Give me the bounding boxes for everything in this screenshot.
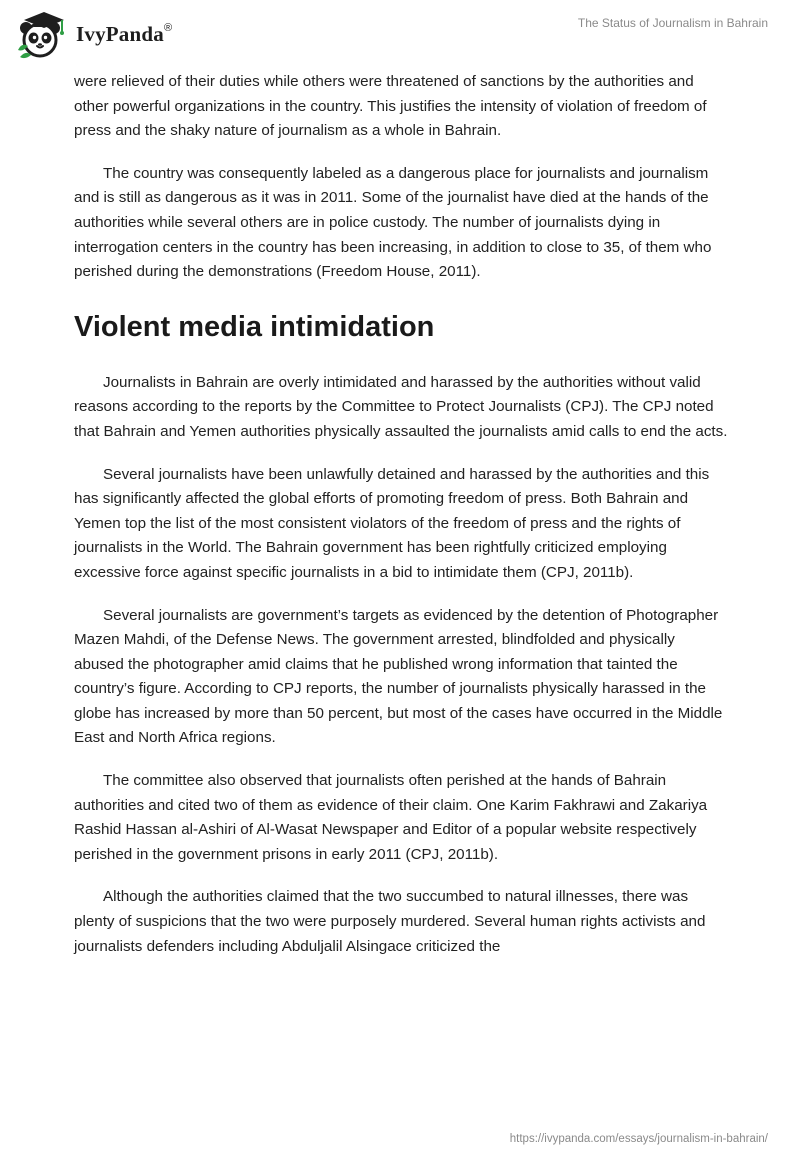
paragraph: Several journalists have been unlawfully detained and harassed by the authorities and this has significantly affected the global efforts of promoting freedom of press. Both Bahrain and Yemen top the list of the most consistent violators of the freedom of press and the rights of journalists in the World. The Bahrain government has been rightfully criticized employing excessive force against specific journalists in a bid to intimidate them (CPJ, 2011b). <box>74 465 710 581</box>
page-header <box>0 0 800 70</box>
paragraph: The committee also observed that journalists often perished at the hands of Bahrain authorities and cited two of them as evidence of their claim. One Karim Fakhrawi and Zakariya Rashid Hassan al-Ashiri of Al-Wasat Newspaper and Editor of a popular website respectively perished in the government prisons in early 2011 (CPJ, 2011b). <box>74 772 708 863</box>
paragraph: Several journalists are government’s targets as evidenced by the detention of Photographer Mazen Mahdi, of the Defense News. The government arrested, blindfolded and physically abused the photographer amid claims that he published wrong information that tainted the country’s figure. According to CPJ reports, the number of journalists physically harassed in the globe has increased by more than 50 percent, but most of the cases have occurred in the Middle East and North Africa regions. <box>74 606 723 747</box>
paragraph: Although the authorities claimed that the two succumbed to natural illnesses, there was plenty of suspicions that the two were purposely murdered. Several human rights activists and journalists defenders including Abduljalil Alsingace criticized the <box>74 888 706 955</box>
panda-graduation-cap-icon <box>14 8 70 60</box>
source-url[interactable]: https://ivypanda.com/essays/journalism-in-bahrain/ <box>509 1133 768 1145</box>
document-title: The Status of Journalism in Bahrain <box>577 16 768 30</box>
section-heading: Violent media intimidation <box>74 310 435 343</box>
paragraph: were relieved of their duties while others were threatened of sanctions by the authorities and other powerful organizations in the country. This justifies the intensity of violation of freedom of press and the shaky nature of journalism as a whole in Bahrain. <box>74 73 707 140</box>
essay-body <box>74 70 728 977</box>
paragraph: Journalists in Bahrain are overly intimidated and harassed by the authorities without valid reasons according to the reports by the Committee to Protect Journalists (CPJ). The CPJ noted that Bahrain and Yemen authorities physically assaulted the journalists amid calls to end the acts. <box>74 373 728 440</box>
brand-name: IvyPanda® <box>76 21 173 46</box>
paragraph: The country was consequently labeled as a dangerous place for journalists and journalism and is still as dangerous as it was in 2011. Some of the journalist have died at the hands of the authorities while several others are in police custody. The number of journalists dying in interrogation centers in the country has been increasing, in addition to close to 35, of them who perished during the demonstrations (Freedom House, 2011). <box>74 164 712 281</box>
ivypanda-logo[interactable] <box>14 8 172 60</box>
